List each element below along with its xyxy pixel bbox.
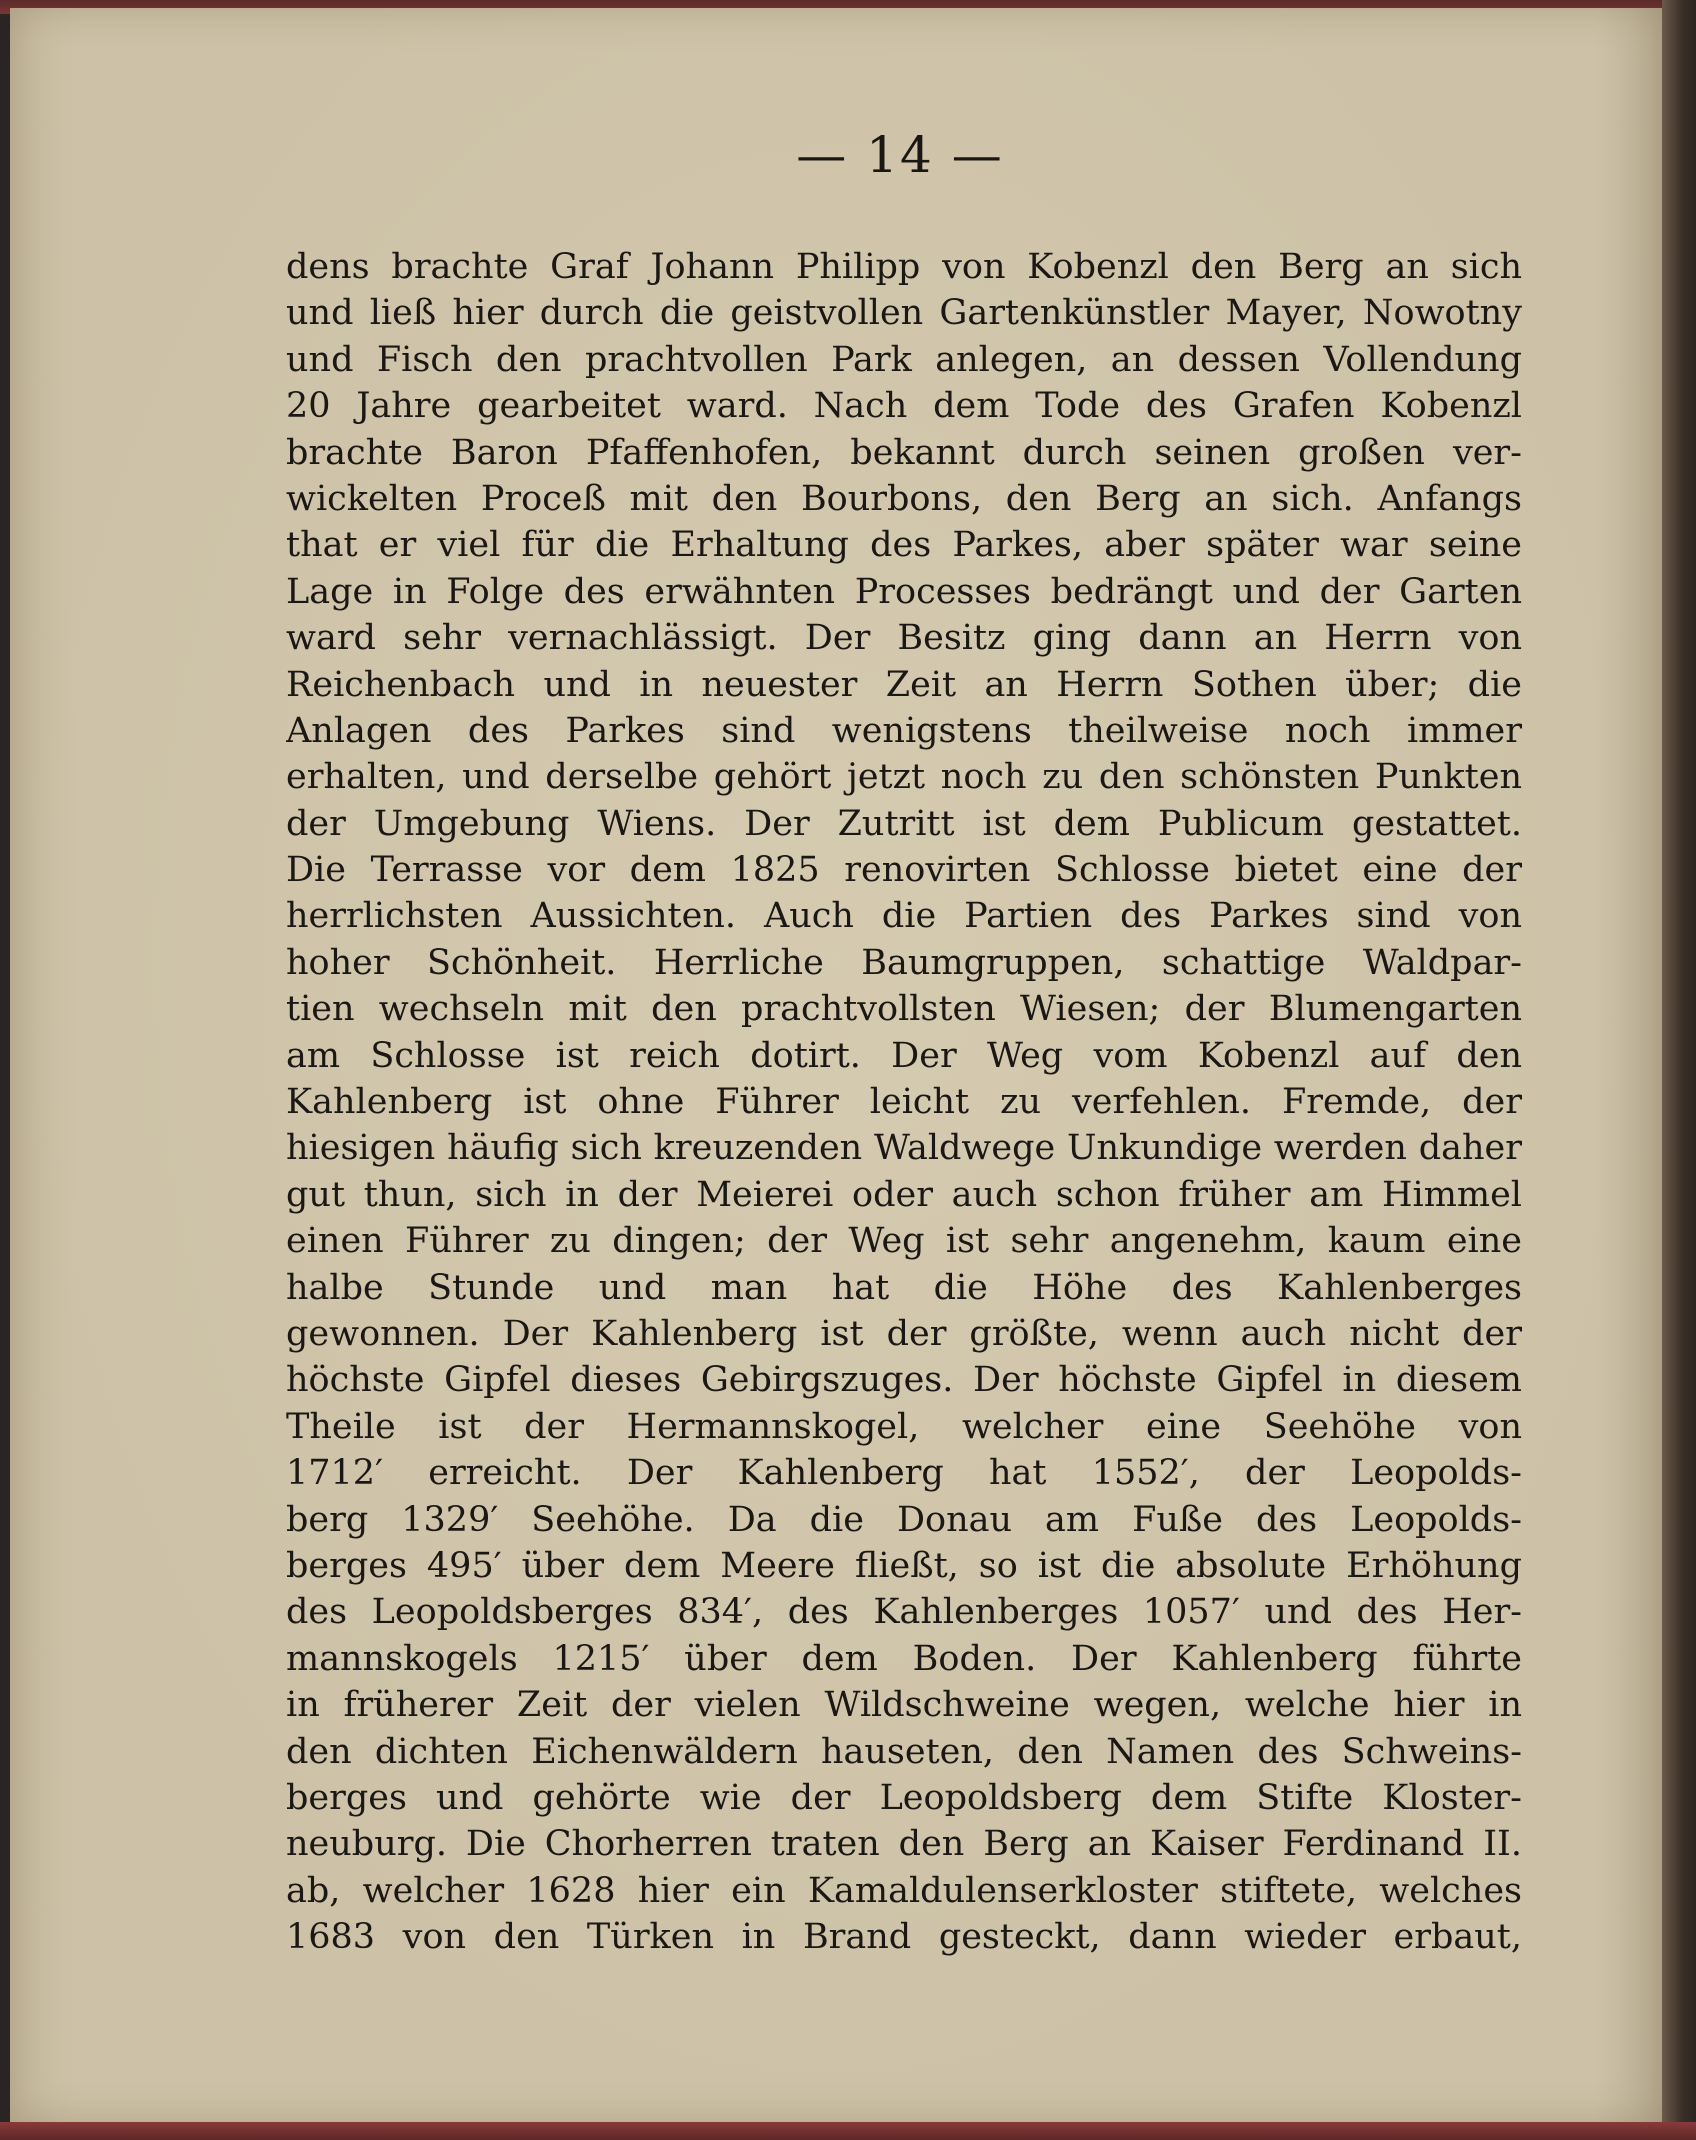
text-line: wickelten Proceß mit den Bourbons, den Berg an sich. Anfangs: [286, 478, 1522, 519]
text-line: hiesigen häufig sich kreuzenden Waldwege Unkundige werden daher: [286, 1128, 1522, 1169]
text-line: brachte Baron Pfaffenhofen, bekannt durch seinen großen ver-: [286, 432, 1522, 473]
text-line: Die Terrasse vor dem 1825 renovirten Schlosse bietet eine der: [286, 850, 1522, 891]
text-line: halbe Stunde und man hat die Höhe des Kahlenberges: [286, 1267, 1522, 1308]
text-line: hoher Schönheit. Herrliche Baumgruppen, schattige Waldpar-: [286, 942, 1522, 983]
text-line: einen Führer zu dingen; der Weg ist sehr angenehm, kaum eine: [286, 1221, 1522, 1262]
text-line: mannskogels 1215′ über dem Boden. Der Kahlenberg führte: [286, 1638, 1522, 1679]
text-line: am Schlosse ist reich dotirt. Der Weg vom Kobenzl auf den: [286, 1035, 1522, 1076]
text-line: gut thun, sich in der Meierei oder auch schon früher am Himmel: [286, 1174, 1522, 1215]
text-line: berges und gehörte wie der Leopoldsberg dem Stifte Kloster-: [286, 1777, 1522, 1818]
text-line: der Umgebung Wiens. Der Zutritt ist dem Publicum gestattet.: [286, 803, 1522, 844]
text-line: herrlichsten Aussichten. Auch die Partien des Parkes sind von: [286, 896, 1522, 937]
text-line: 20 Jahre gearbeitet ward. Nach dem Tode des Grafen Kobenzl: [286, 386, 1522, 427]
text-line: Anlagen des Parkes sind wenigstens theilweise noch immer: [286, 710, 1522, 751]
text-line: des Leopoldsberges 834′, des Kahlenberges 1057′ und des Her-: [286, 1592, 1522, 1633]
book-spine-edge: [1662, 0, 1696, 2140]
page-number: — 14 —: [796, 126, 1004, 184]
text-line: dens brachte Graf Johann Philipp von Kobenzl den Berg an sich: [286, 247, 1522, 287]
text-line: und Fisch den prachtvollen Park anlegen, an dessen Vollendung: [286, 339, 1522, 380]
text-line: gewonnen. Der Kahlenberg ist der größte, wenn auch nicht der: [286, 1313, 1522, 1354]
text-line: ab, welcher 1628 hier ein Kamaldulenserkloster stiftete, welches: [286, 1870, 1522, 1911]
body-text: [286, 244, 1522, 1960]
text-line: Lage in Folge des erwähnten Processes bedrängt und der Garten: [286, 571, 1522, 612]
text-line: Theile ist der Hermannskogel, welcher eine Seehöhe von: [286, 1406, 1522, 1447]
text-line: den dichten Eichenwäldern hauseten, den Namen des Schweins-: [286, 1731, 1522, 1772]
text-line: ward sehr vernachlässigt. Der Besitz ging dann an Herrn von: [286, 618, 1522, 659]
text-line: Reichenbach und in neuester Zeit an Herrn Sothen über; die: [286, 664, 1522, 705]
text-line: höchste Gipfel dieses Gebirgszuges. Der höchste Gipfel in diesem: [286, 1360, 1522, 1401]
text-line: in früherer Zeit der vielen Wildschweine wegen, welche hier in: [286, 1685, 1522, 1726]
text-line: berg 1329′ Seehöhe. Da die Donau am Fuße des Leopolds-: [286, 1499, 1522, 1540]
text-line: berges 495′ über dem Meere fließt, so ist die absolute Erhöhung: [286, 1545, 1522, 1586]
cover-edge-bottom: [0, 2122, 1696, 2140]
text-line: neuburg. Die Chorherren traten den Berg an Kaiser Ferdinand II.: [286, 1824, 1522, 1865]
text-line: Kahlenberg ist ohne Führer leicht zu verfehlen. Fremde, der: [286, 1082, 1522, 1123]
book-page: [10, 8, 1662, 2122]
text-line: 1712′ erreicht. Der Kahlenberg hat 1552′, der Leopolds-: [286, 1453, 1522, 1494]
text-line: tien wechseln mit den prachtvollsten Wiesen; der Blumengarten: [286, 989, 1522, 1030]
text-line: 1683 von den Türken in Brand gesteckt, dann wieder erbaut,: [286, 1917, 1522, 1958]
text-line: erhalten, und derselbe gehört jetzt noch zu den schönsten Punkten: [286, 757, 1522, 798]
text-line: und ließ hier durch die geistvollen Gartenkünstler Mayer, Nowotny: [286, 293, 1522, 334]
text-line: that er viel für die Erhaltung des Parkes, aber später war seine: [286, 525, 1522, 566]
